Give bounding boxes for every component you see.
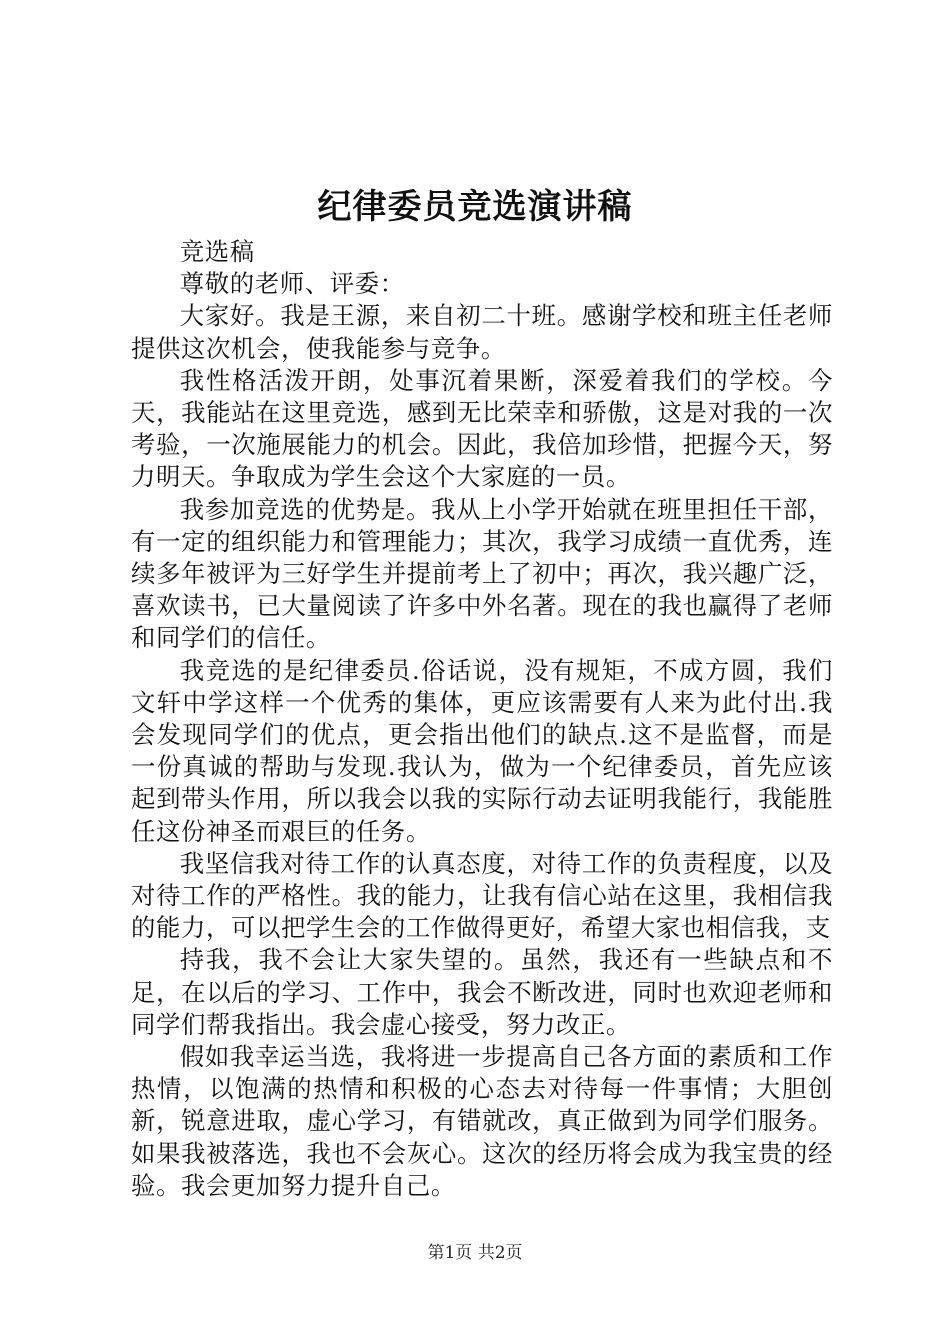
paragraph-personality: 我性格活泼开朗，处事沉着果断，深爱着我们的学校。今天，我能站在这里竞选，感到无比荣幸和骄傲，这是对我的一次考验，一次施展能力的机会。因此，我倍加珍惜，把握今天，努力明天。争取成为学生会这个大家庭的一员。 (131, 365, 833, 492)
paragraph-introduction: 大家好。我是王源，来自初二十班。感谢学校和班主任老师提供这次机会，使我能参与竞争。 (131, 301, 833, 363)
paragraph-support: 持我，我不会让大家失望的。虽然，我还有一些缺点和不足，在以后的学习、工作中，我会不断改进，同时也欢迎老师和同学们帮我指出。我会虚心接受，努力改正。 (131, 945, 833, 1039)
page-footer: 第1页 共2页 (427, 1243, 523, 1263)
document-title: 纪律委员竞选演讲稿 (317, 187, 633, 227)
paragraph-position: 我竞选的是纪律委员.俗话说，没有规矩，不成方圆，我们文轩中学这样一个优秀的集体，更应该需要有人来为此付出.我会发现同学们的优点，更会指出他们的缺点.这不是监督，而是一份真诚的帮助与发现.我认为，做为一个纪律委员，首先应该起到带头作用，所以我会以我的实际行动去证明我能行，我能胜任这份神圣而艰巨的任务。 (131, 655, 833, 846)
paragraph-confidence: 我坚信我对待工作的认真态度，对待工作的负责程度，以及对待工作的严格性。我的能力，让我有信心站在这里，我相信我的能力，可以把学生会的工作做得更好，希望大家也相信我，支 (131, 848, 833, 943)
paragraph-salutation: 尊敬的老师、评委： (179, 269, 405, 299)
paragraph-heading: 竞选稿 (179, 237, 255, 266)
paragraph-advantages: 我参加竞选的优势是。我从上小学开始就在班里担任干部，有一定的组织能力和管理能力；其次，我学习成绩一直优秀，连续多年被评为三好学生并提前考上了初中；再次，我兴趣广泛，喜欢读书，已大量阅读了许多中外名著。现在的我也赢得了老师和同学们的信任。 (131, 494, 833, 653)
document-body (131, 236, 833, 1202)
paragraph-commitment: 假如我幸运当选，我将进一步提高自己各方面的素质和工作热情，以饱满的热情和积极的心态去对待每一件事情；大胆创新，锐意进取，虚心学习，有错就改，真正做到为同学们服务。如果我被落选，我也不会灰心。这次的经历将会成为我宝贵的经验。我会更加努力提升自己。 (131, 1042, 833, 1200)
